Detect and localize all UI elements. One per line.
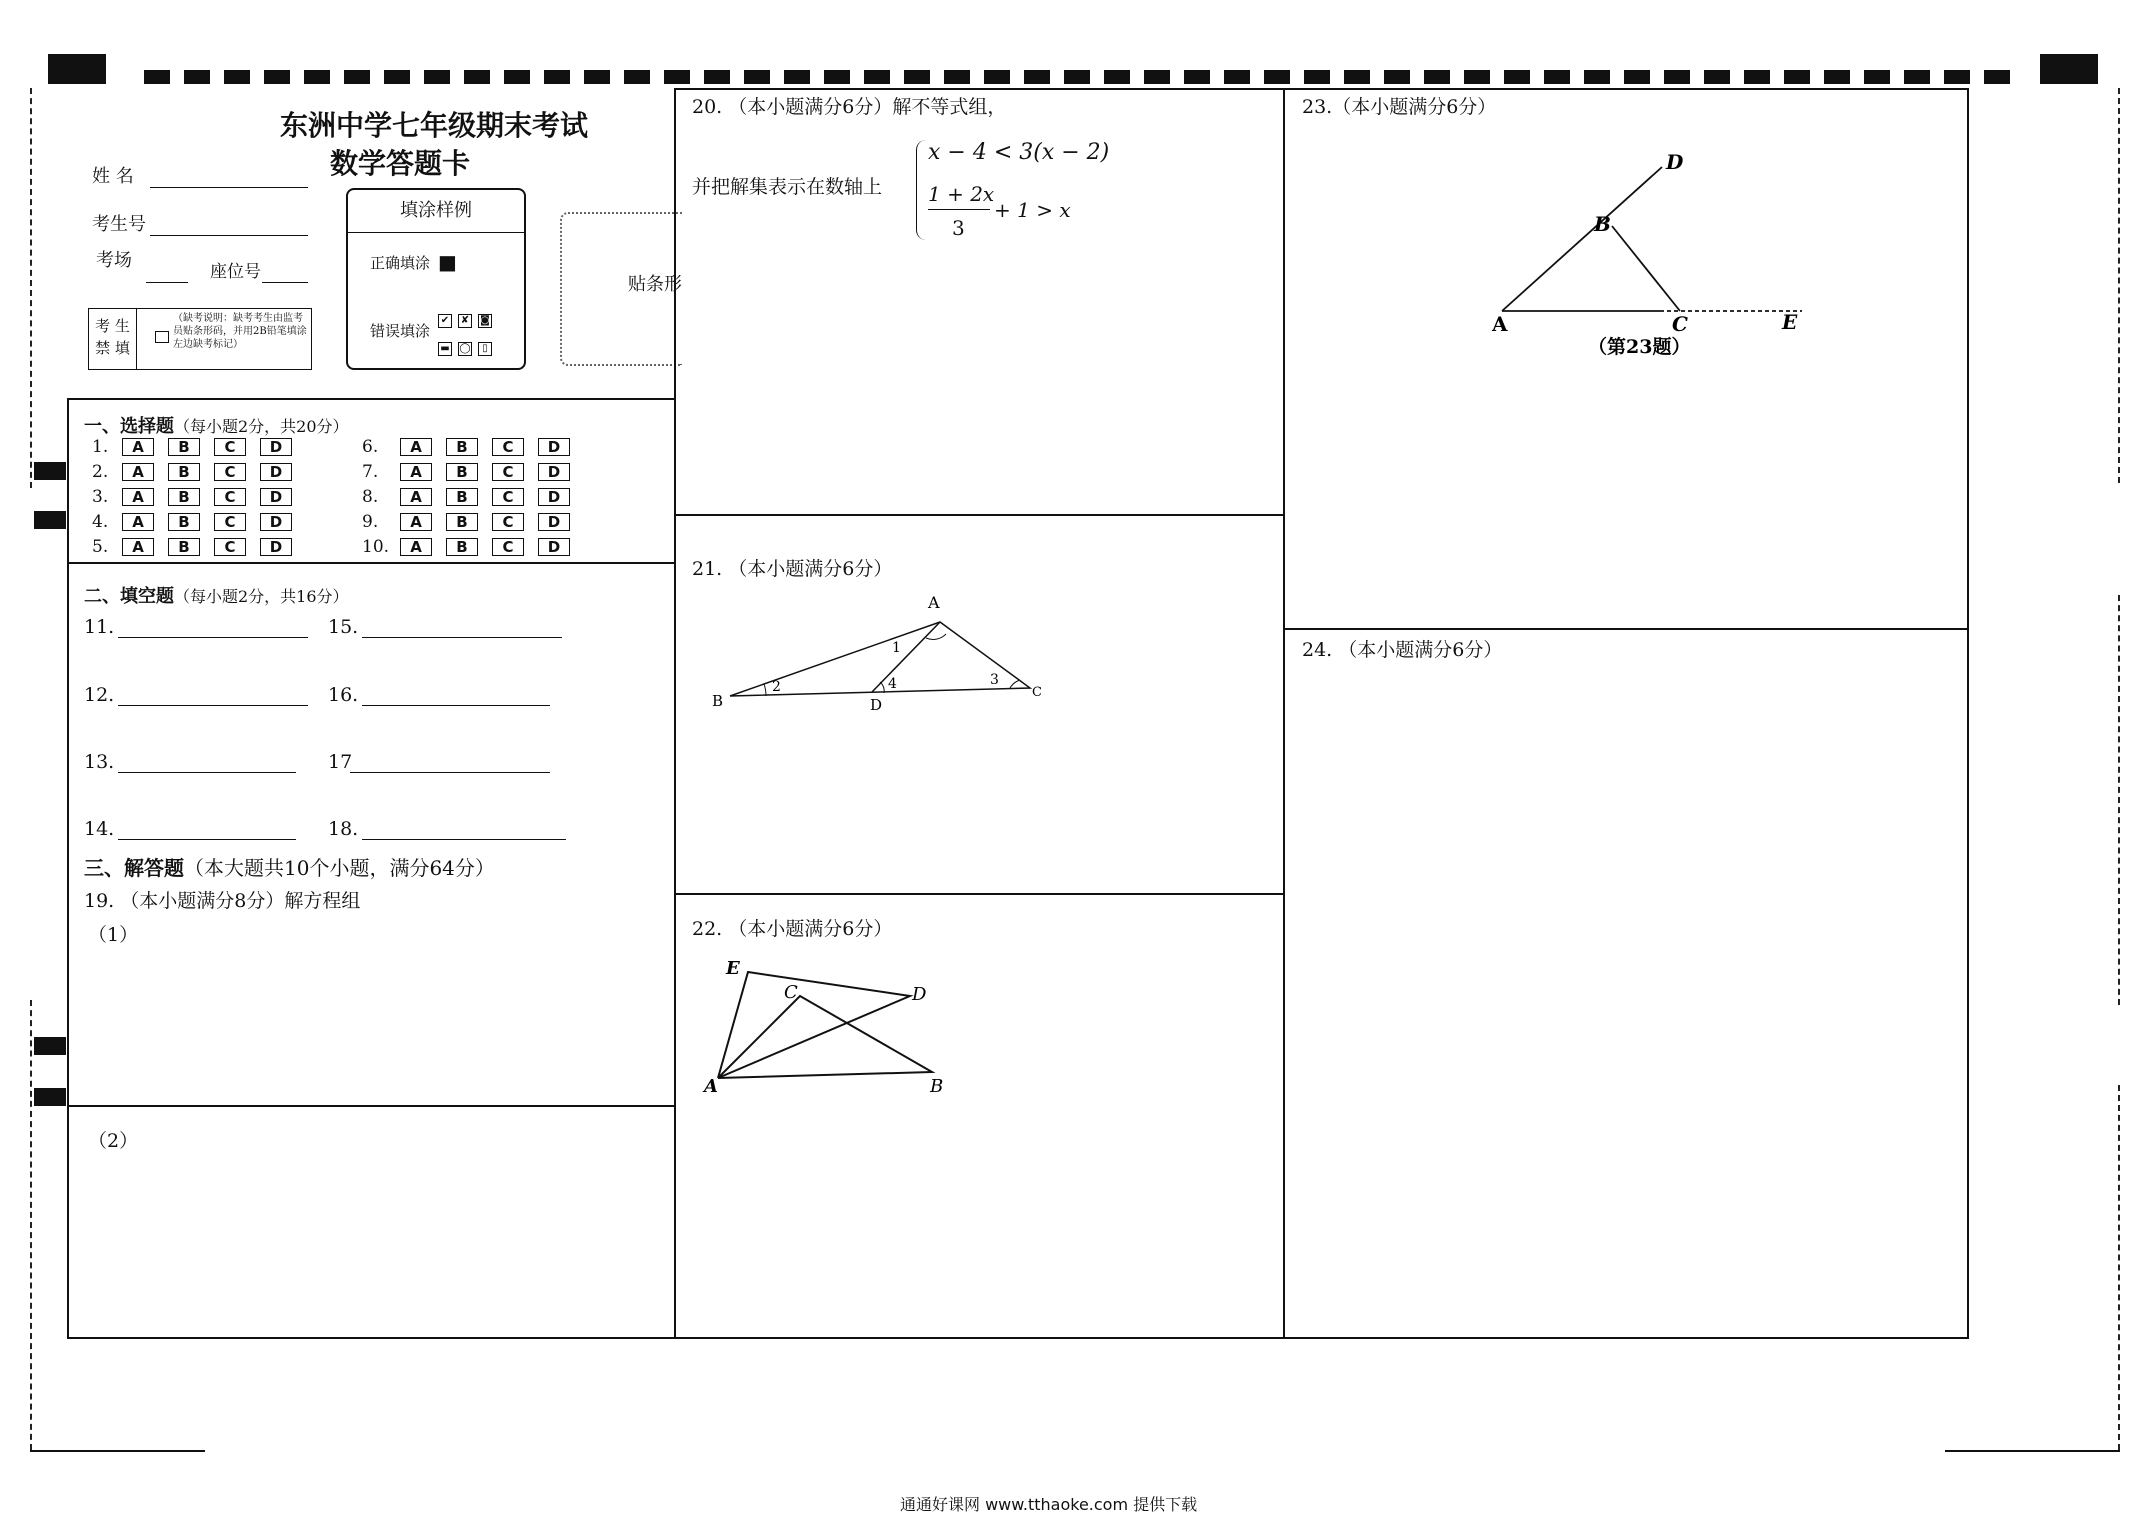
q21-point-b: B (712, 692, 724, 710)
name-field[interactable] (150, 187, 308, 188)
q20-inequality-2-denominator: 3 (952, 216, 965, 240)
wrong-mark-2: ✘ (458, 314, 472, 328)
q21-angle-1: 1 (892, 640, 901, 656)
mc-option-b[interactable]: B (168, 538, 200, 556)
correct-fill-mark: ■ (438, 250, 457, 274)
timing-mark (824, 70, 850, 84)
mc-option-d[interactable]: D (538, 513, 570, 531)
bottom-rule (67, 1337, 1969, 1339)
q20-label: 20. （本小题满分6分）解不等式组， (692, 96, 1007, 118)
blank-17-label: 17 (328, 751, 353, 773)
column-divider-2 (1283, 88, 1285, 1338)
mc-option-a[interactable]: A (400, 438, 432, 456)
q22-point-b: B (930, 1076, 944, 1097)
bottom-right-rule (1945, 1450, 2120, 1452)
q21-point-c: C (1032, 685, 1042, 700)
q21-point-d: D (870, 696, 883, 714)
mc-option-b[interactable]: B (168, 463, 200, 481)
timing-mark (704, 70, 730, 84)
q23-point-e: E (1782, 310, 1798, 334)
exam-title: 东洲中学七年级期末考试 (280, 109, 589, 142)
q22-point-a: A (704, 1076, 718, 1097)
timing-mark (424, 70, 450, 84)
mc-option-d[interactable]: D (538, 438, 570, 456)
mc-option-c[interactable]: C (214, 538, 246, 556)
mc-question-number: 1. (92, 437, 109, 457)
mc-option-b[interactable]: B (446, 488, 478, 506)
mc-option-d[interactable]: D (538, 488, 570, 506)
q20-bottom-rule (674, 514, 1284, 516)
timing-mark (1744, 70, 1770, 84)
mc-option-c[interactable]: C (492, 463, 524, 481)
q21-angle-2: 2 (772, 679, 781, 695)
timing-mark (1264, 70, 1290, 84)
barcode-label: 贴条形 (628, 274, 682, 295)
timing-mark (1064, 70, 1090, 84)
mc-option-a[interactable]: A (122, 513, 154, 531)
timing-mark (944, 70, 970, 84)
timing-mark (984, 70, 1010, 84)
q19-part2-rule (67, 1105, 674, 1107)
timing-mark (464, 70, 490, 84)
mc-question-number: 5. (92, 537, 109, 557)
timing-mark (1344, 70, 1370, 84)
wrong-mark-4: ▬ (438, 342, 452, 356)
mc-option-d[interactable]: D (538, 463, 570, 481)
section1-heading (84, 412, 349, 438)
timing-mark (1784, 70, 1810, 84)
timing-mark (1704, 70, 1730, 84)
name-label: 姓 名 (92, 166, 134, 187)
timing-mark (1984, 70, 2010, 84)
seat-field[interactable] (262, 282, 308, 283)
right-dashed-border-top (2118, 88, 2120, 483)
seat-label: 座位号 (210, 262, 261, 282)
column-divider-1 (674, 88, 676, 1338)
timing-mark (1464, 70, 1490, 84)
blank-14-label: 14. (84, 818, 115, 840)
room-label: 考场 (96, 250, 132, 271)
q20-answer-area[interactable] (680, 250, 1278, 510)
mc-option-b[interactable]: B (446, 463, 478, 481)
wrong-mark-1: ✔ (438, 314, 452, 328)
q20-inequality-1: x − 4 < 3(x − 2) (928, 140, 1110, 165)
blank-12-line[interactable] (118, 705, 308, 706)
blank-16-label: 16. (328, 684, 359, 706)
mc-question-number: 7. (362, 462, 379, 482)
q21-bottom-rule (674, 893, 1284, 895)
timing-mark (544, 70, 570, 84)
correct-fill-label: 正确填涂 (370, 254, 431, 272)
mc-question-number: 4. (92, 512, 109, 532)
timing-mark (264, 70, 290, 84)
section3-note: （本大题共10个小题，满分64分） (184, 856, 495, 880)
q23-angle-figure (1480, 145, 1820, 365)
mc-option-c[interactable]: C (214, 513, 246, 531)
q19-label: 19. （本小题满分8分）解方程组 (84, 890, 361, 912)
wrong-mark-6: ▯ (478, 342, 492, 356)
timing-mark (384, 70, 410, 84)
q22-point-c: C (784, 982, 798, 1003)
mc-option-d[interactable]: D (260, 438, 292, 456)
timing-mark (1304, 70, 1330, 84)
timing-mark (1544, 70, 1570, 84)
timing-mark (1664, 70, 1690, 84)
section1-note: （每小题2分，共20分） (174, 417, 349, 436)
footer-credit: 通通好课网 www.tthaoke.com 提供下载 (900, 1495, 1198, 1514)
mc-option-b[interactable]: B (446, 438, 478, 456)
timing-mark (1224, 70, 1250, 84)
section2-heading (84, 582, 349, 608)
q21-point-a: A (928, 593, 940, 612)
timing-mark (2040, 54, 2098, 84)
timing-mark (1864, 70, 1890, 84)
q23-point-b: B (1594, 212, 1611, 236)
timing-mark (784, 70, 810, 84)
wrong-fill-marks (438, 310, 498, 329)
timing-mark (1104, 70, 1130, 84)
blank-15-label: 15. (328, 616, 359, 638)
timing-mark (144, 70, 170, 84)
absent-note: （缺考说明：缺考考生由监考员贴条形码，并用2B铅笔填涂左边缺考标记） (173, 313, 307, 350)
mc-option-a[interactable]: A (400, 538, 432, 556)
timing-mark (1824, 70, 1850, 84)
mc-option-c[interactable]: C (214, 488, 246, 506)
timing-mark (624, 70, 650, 84)
mc-option-c[interactable]: C (492, 513, 524, 531)
timing-mark (1184, 70, 1210, 84)
q21-triangle-figure (700, 590, 1060, 720)
section1-title: 一、选择题 (84, 416, 174, 437)
q23-label: 23.（本小题满分6分） (1302, 96, 1497, 118)
q24-answer-area[interactable] (1290, 672, 1962, 1332)
section2-note: （每小题2分，共16分） (174, 587, 349, 606)
timing-mark (344, 70, 370, 84)
mc-option-a[interactable]: A (400, 488, 432, 506)
blank-11-label: 11. (84, 616, 115, 638)
q22-label: 22. （本小题满分6分） (692, 918, 893, 940)
mc-option-b[interactable]: B (446, 513, 478, 531)
left-dashed-border-bottom (30, 1000, 32, 1450)
timing-mark (184, 70, 210, 84)
timing-mark (864, 70, 890, 84)
timing-mark (1624, 70, 1650, 84)
timing-mark (584, 70, 610, 84)
q23-caption: （第23题） (1588, 336, 1691, 358)
right-dashed-border-mid (2118, 595, 2120, 1005)
q23-bottom-rule (1283, 628, 1968, 630)
timing-mark (304, 70, 330, 84)
mc-option-a[interactable]: A (400, 463, 432, 481)
q21-angle-4: 4 (888, 676, 897, 692)
q20-inequality-2-rest: + 1 > x (994, 198, 1071, 222)
blank-16-line[interactable] (362, 705, 550, 706)
timing-mark (744, 70, 770, 84)
timing-mark (1424, 70, 1450, 84)
blank-18-line[interactable] (362, 839, 566, 840)
q21-angle-3: 3 (990, 672, 999, 688)
top-rule (674, 88, 1968, 90)
q20-brace (916, 140, 927, 240)
position-mark (34, 511, 66, 529)
position-mark (34, 1088, 66, 1106)
absent-label: 考 生 禁 填 (89, 309, 137, 369)
timing-mark (1904, 70, 1930, 84)
mc-option-c[interactable]: C (492, 538, 524, 556)
blank-18-label: 18. (328, 818, 359, 840)
mc-option-c[interactable]: C (492, 438, 524, 456)
mc-option-d[interactable]: D (538, 538, 570, 556)
section1-top-rule (67, 398, 674, 400)
mc-option-a[interactable]: A (122, 438, 154, 456)
timing-mark (1144, 70, 1170, 84)
q19-part2-label: （2） (88, 1130, 139, 1152)
q20-instruction: 并把解集表示在数轴上 (692, 176, 883, 198)
mc-option-a[interactable]: A (122, 463, 154, 481)
bottom-left-rule (30, 1450, 205, 1452)
mc-question-number: 3. (92, 487, 109, 507)
absent-box (88, 308, 312, 370)
mc-option-b[interactable]: B (168, 513, 200, 531)
mc-question-number: 6. (362, 437, 379, 457)
timing-mark (664, 70, 690, 84)
student-id-field[interactable] (150, 235, 308, 236)
q22-point-d: D (912, 984, 927, 1005)
left-dashed-border-top (30, 88, 32, 488)
blank-12-label: 12. (84, 684, 115, 706)
blank-13-line[interactable] (118, 772, 296, 773)
blank-11-line[interactable] (118, 637, 308, 638)
q23-point-c: C (1672, 312, 1688, 336)
mc-option-d[interactable]: D (260, 463, 292, 481)
q20-fraction-bar (928, 209, 990, 210)
exam-subtitle: 数学答题卡 (330, 147, 471, 180)
wrong-fill-label: 错误填涂 (370, 322, 431, 340)
mc-option-a[interactable]: A (122, 488, 154, 506)
fill-sample-title: 填涂样例 (348, 190, 524, 233)
mc-option-d[interactable]: D (260, 513, 292, 531)
mc-option-c[interactable]: C (214, 463, 246, 481)
q19-part1-label: （1） (88, 924, 139, 946)
room-field[interactable] (146, 282, 188, 283)
mc-option-c[interactable]: C (492, 488, 524, 506)
blank-17-line[interactable] (350, 772, 550, 773)
right-dashed-border-bottom (2118, 1085, 2120, 1450)
q23-point-a: A (1492, 312, 1508, 336)
wrong-mark-5: ◯ (459, 342, 471, 354)
q22-triangle-figure (700, 950, 960, 1100)
absent-mark-box[interactable] (155, 331, 169, 343)
mc-option-a[interactable]: A (400, 513, 432, 531)
timing-mark (504, 70, 530, 84)
wrong-fill-marks-2 (438, 338, 498, 357)
mc-question-number: 2. (92, 462, 109, 482)
mc-option-b[interactable]: B (168, 438, 200, 456)
mc-question-number: 8. (362, 487, 379, 507)
left-border (67, 398, 69, 1338)
timing-mark (1384, 70, 1410, 84)
mc-option-d[interactable]: D (260, 488, 292, 506)
blank-13-label: 13. (84, 751, 115, 773)
q21-label: 21. （本小题满分6分） (692, 558, 893, 580)
timing-mark (1024, 70, 1050, 84)
q23-point-d: D (1666, 150, 1684, 174)
q19-part1-answer-area[interactable] (70, 950, 670, 1100)
position-mark (34, 1037, 66, 1055)
timing-mark (1944, 70, 1970, 84)
section2-top-rule (67, 562, 674, 564)
timing-mark (904, 70, 930, 84)
mc-option-b[interactable]: B (168, 488, 200, 506)
mc-option-d[interactable]: D (260, 538, 292, 556)
wrong-mark-3: ◙ (478, 314, 492, 328)
mc-question-number: 9. (362, 512, 379, 532)
position-mark (34, 462, 66, 480)
student-id-label: 考生号 (92, 214, 146, 235)
section2-title: 二、填空题 (84, 586, 174, 607)
timing-mark (48, 54, 106, 84)
section3-title: 三、解答题 (84, 856, 184, 880)
mc-question-number: 10. (362, 537, 390, 557)
fill-sample-box (346, 188, 526, 370)
q24-label: 24. （本小题满分6分） (1302, 639, 1503, 661)
timing-mark (1584, 70, 1610, 84)
section3-heading (84, 852, 495, 881)
blank-15-line[interactable] (362, 637, 562, 638)
mc-option-c[interactable]: C (214, 438, 246, 456)
blank-14-line[interactable] (118, 839, 296, 840)
mc-option-b[interactable]: B (446, 538, 478, 556)
q19-part2-answer-area[interactable] (70, 1160, 670, 1332)
mc-option-a[interactable]: A (122, 538, 154, 556)
timing-mark (1504, 70, 1530, 84)
timing-mark (224, 70, 250, 84)
right-border (1967, 88, 1969, 1338)
q22-point-e: E (726, 958, 740, 979)
q20-inequality-2-numerator: 1 + 2x (928, 182, 995, 206)
